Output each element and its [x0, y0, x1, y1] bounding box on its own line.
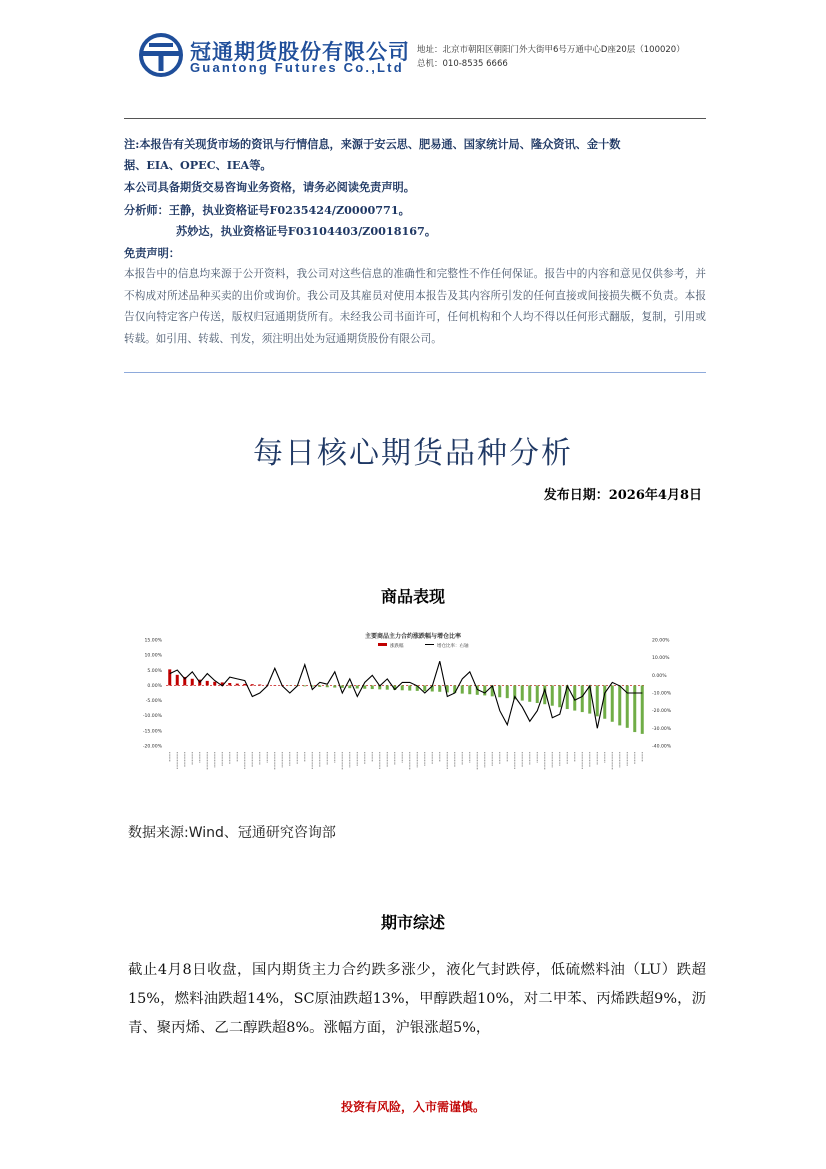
note-source-line2: 据、EIA、OPEC、IEA等。 — [124, 158, 272, 172]
bar-change-pct — [348, 685, 351, 688]
y-right-tick-label: -20.00% — [652, 709, 672, 715]
bar-change-pct — [596, 685, 599, 716]
y-left-tick-label: 10.00% — [144, 653, 162, 659]
legend-label-ratio: 增仓比率：右轴 — [437, 644, 469, 649]
y-left-tick-label: -15.00% — [142, 729, 162, 735]
note-analyst-2: 苏妙达，执业资格证号F03104403/Z0018167。 — [176, 224, 437, 238]
bar-change-pct — [423, 685, 426, 691]
company-address: 地址：北京市朝阳区朝阳门外大街甲6号万通中心D座20层（100020） — [417, 45, 685, 55]
bar-change-pct — [386, 685, 389, 689]
bar-change-pct — [363, 685, 366, 688]
x-axis-labels — [170, 752, 643, 770]
bar-change-pct — [228, 683, 231, 685]
bar-change-pct — [356, 685, 359, 688]
bar-change-pct — [318, 685, 321, 687]
company-phone: 总机：010-8535 6666 — [417, 59, 508, 69]
bar-change-pct — [333, 685, 336, 687]
bar-change-pct — [326, 685, 329, 687]
bar-change-pct — [303, 685, 306, 686]
bar-change-pct — [483, 685, 486, 695]
y-left-tick-label: 0.00% — [147, 683, 162, 689]
bar-change-pct — [176, 675, 179, 686]
risk-warning-footer: 投资有风险，入市需谨慎。 — [340, 1100, 485, 1114]
bar-change-pct — [536, 685, 539, 703]
section-heading-market-overview: 期市综述 — [380, 913, 445, 932]
chart-title: 主要商品主力合约涨跌幅与增仓比率 — [364, 633, 462, 640]
y-right-tick-label: 20.00% — [652, 638, 670, 644]
y-right-tick-label: -40.00% — [652, 744, 672, 750]
note-qualification: 本公司具备期货交易咨询业务资格，请务必阅读免责声明。 — [124, 180, 415, 194]
bar-change-pct — [438, 685, 441, 691]
publish-date: 发布日期：2026年4月8日 — [543, 488, 702, 503]
bar-change-pct — [408, 685, 411, 690]
chart-canvas — [138, 628, 688, 778]
y-axis-left — [143, 638, 163, 750]
notes-divider — [124, 372, 706, 373]
report-title: 每日核心期货品种分析 — [253, 436, 573, 471]
y-left-tick-label: 15.00% — [144, 638, 162, 644]
company-name-cn: 冠通期货股份有限公司 — [190, 40, 410, 64]
bar-change-pct — [506, 685, 509, 698]
company-name-en: Guantong Futures Co.,Ltd — [190, 60, 404, 75]
bar-change-pct — [213, 682, 216, 686]
section-heading-commodity: 商品表现 — [380, 587, 445, 606]
y-axis-right — [652, 638, 672, 750]
y-left-tick-label: -10.00% — [142, 714, 162, 720]
company-contact — [417, 43, 685, 71]
disclaimer-text: 本报告中的信息均来源于公开资料，我公司对这些信息的准确性和完整性不作任何保证。报告中的内容和意见仅供参考，并不构成对所述品种买卖的出价或询价。我公司及其雇员对使用本报告及其内容所引发的任何直接或间接损失概不负责。本报告仅向特定客户传送，版权归冠通期货所有。未经我公司书面许可，任何机构和个人均不得以任何形式翻版，复制，引用或转载。如引用、转载、刊发，须注明出处为冠通期货股份有限公司。 — [124, 268, 706, 345]
bar-change-pct — [528, 685, 531, 701]
bar-change-pct — [633, 685, 636, 732]
bar-change-pct — [603, 685, 606, 718]
legend-label-change: 涨跌幅 — [390, 644, 404, 649]
chart-line — [170, 661, 643, 728]
bar-change-pct — [461, 685, 464, 693]
bar-change-pct — [341, 685, 344, 687]
logo-emblem-icon — [138, 32, 184, 78]
bar-change-pct — [611, 685, 614, 721]
bar-change-pct — [468, 685, 471, 694]
bar-change-pct — [191, 679, 194, 686]
y-right-tick-label: 10.00% — [652, 656, 670, 662]
bar-change-pct — [498, 685, 501, 697]
bar-change-pct — [258, 685, 261, 686]
y-right-tick-label: 0.00% — [652, 673, 667, 679]
bar-change-pct — [206, 681, 209, 686]
y-left-tick-label: -5.00% — [145, 699, 162, 705]
commodity-performance-chart — [138, 628, 688, 778]
chart-legend — [378, 642, 469, 649]
data-source: 数据来源:Wind、冠通研究咨询部 — [128, 825, 336, 841]
bar-change-pct — [371, 685, 374, 689]
disclaimer-title: 免责声明： — [124, 246, 180, 260]
market-overview-text: 截止4月8日收盘，国内期货主力合约跌多涨少，液化气封跌停，低硫燃料油（LU）跌超15%，燃料油跌超14%，SC原油跌超13%，甲醇跌超10%，对二甲苯、丙烯跌超9%，沥青、聚丙烯、乙二醇跌超8%。涨幅方面，沪银涨超5%， — [128, 962, 706, 1036]
bar-change-pct — [551, 685, 554, 705]
legend-swatch-change — [378, 643, 387, 646]
y-right-tick-label: -10.00% — [652, 691, 672, 697]
y-left-tick-label: -20.00% — [142, 744, 162, 750]
note-analyst-1: 分析师：王静，执业资格证号F0235424/Z0000771。 — [124, 203, 410, 217]
line-position-ratio — [170, 661, 643, 728]
bar-change-pct — [236, 684, 239, 686]
bar-change-pct — [168, 669, 171, 685]
bar-change-pct — [558, 685, 561, 707]
y-left-tick-label: 5.00% — [147, 668, 162, 674]
bar-change-pct — [581, 685, 584, 712]
note-source-line1: 注:本报告有关现货市场的资讯与行情信息，来源于安云思、肥易通、国家统计局、隆众资讯、金十数 — [124, 137, 621, 151]
bar-change-pct — [521, 685, 524, 700]
header-divider — [124, 118, 706, 119]
bar-change-pct — [243, 684, 246, 686]
bar-change-pct — [401, 685, 404, 690]
bar-change-pct — [618, 685, 621, 725]
bar-change-pct — [251, 684, 254, 685]
y-right-tick-label: -30.00% — [652, 726, 672, 732]
